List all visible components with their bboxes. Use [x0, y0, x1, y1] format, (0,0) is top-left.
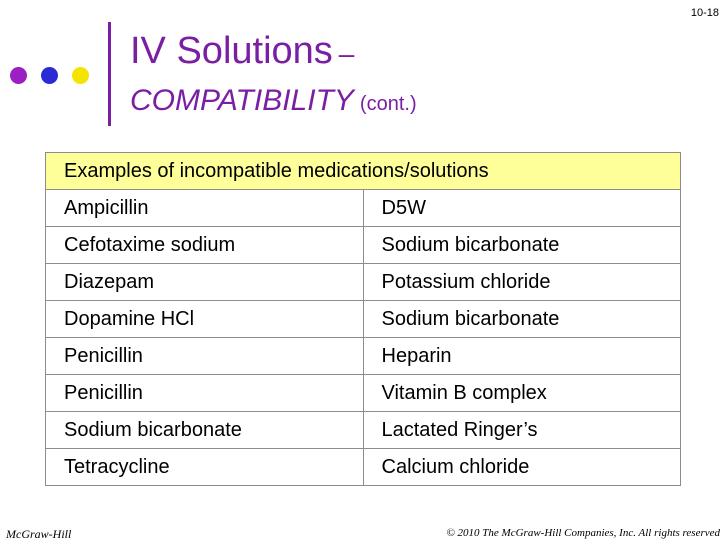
- decorative-yellow-dot: [72, 67, 89, 84]
- medication-cell: Cefotaxime sodium: [46, 227, 364, 264]
- solution-cell: D5W: [363, 190, 681, 227]
- solution-cell: Vitamin B complex: [363, 375, 681, 412]
- medication-cell: Sodium bicarbonate: [46, 412, 364, 449]
- medication-cell: Tetracycline: [46, 449, 364, 486]
- slide-title-dash: –: [338, 38, 355, 69]
- slide-subtitle-main: COMPATIBILITY: [130, 84, 354, 117]
- table-header-row: [46, 153, 681, 190]
- slide-title-main: IV Solutions: [130, 30, 333, 72]
- solution-cell: Sodium bicarbonate: [363, 227, 681, 264]
- table-row: [46, 190, 681, 227]
- medication-cell: Penicillin: [46, 338, 364, 375]
- decorative-purple-dot: [10, 67, 27, 84]
- title-accent-bar: [108, 22, 111, 126]
- solution-cell: Lactated Ringer’s: [363, 412, 681, 449]
- solution-cell: Heparin: [363, 338, 681, 375]
- table-row: [46, 412, 681, 449]
- table-row: [46, 264, 681, 301]
- medication-cell: Diazepam: [46, 264, 364, 301]
- slide-title: [130, 30, 354, 73]
- slide-subtitle: [130, 84, 417, 118]
- incompatibility-table: [45, 152, 681, 486]
- publisher-footer: McGraw-Hill: [6, 527, 72, 541]
- solution-cell: Potassium chloride: [363, 264, 681, 301]
- medication-cell: Dopamine HCl: [46, 301, 364, 338]
- table-row: [46, 338, 681, 375]
- table-header-cell: Examples of incompatible medications/solutions: [46, 153, 681, 190]
- table-row: [46, 375, 681, 412]
- table-row: [46, 301, 681, 338]
- slide-number: 10-18: [690, 7, 719, 19]
- copyright-footer: © 2010 The McGraw-Hill Companies, Inc. All rights reserved: [446, 527, 720, 539]
- medication-cell: Ampicillin: [46, 190, 364, 227]
- solution-cell: Sodium bicarbonate: [363, 301, 681, 338]
- medication-cell: Penicillin: [46, 375, 364, 412]
- slide-subtitle-suffix: (cont.): [359, 93, 417, 115]
- decorative-blue-dot: [41, 67, 58, 84]
- solution-cell: Calcium chloride: [363, 449, 681, 486]
- table-row: [46, 227, 681, 264]
- table-row: [46, 449, 681, 486]
